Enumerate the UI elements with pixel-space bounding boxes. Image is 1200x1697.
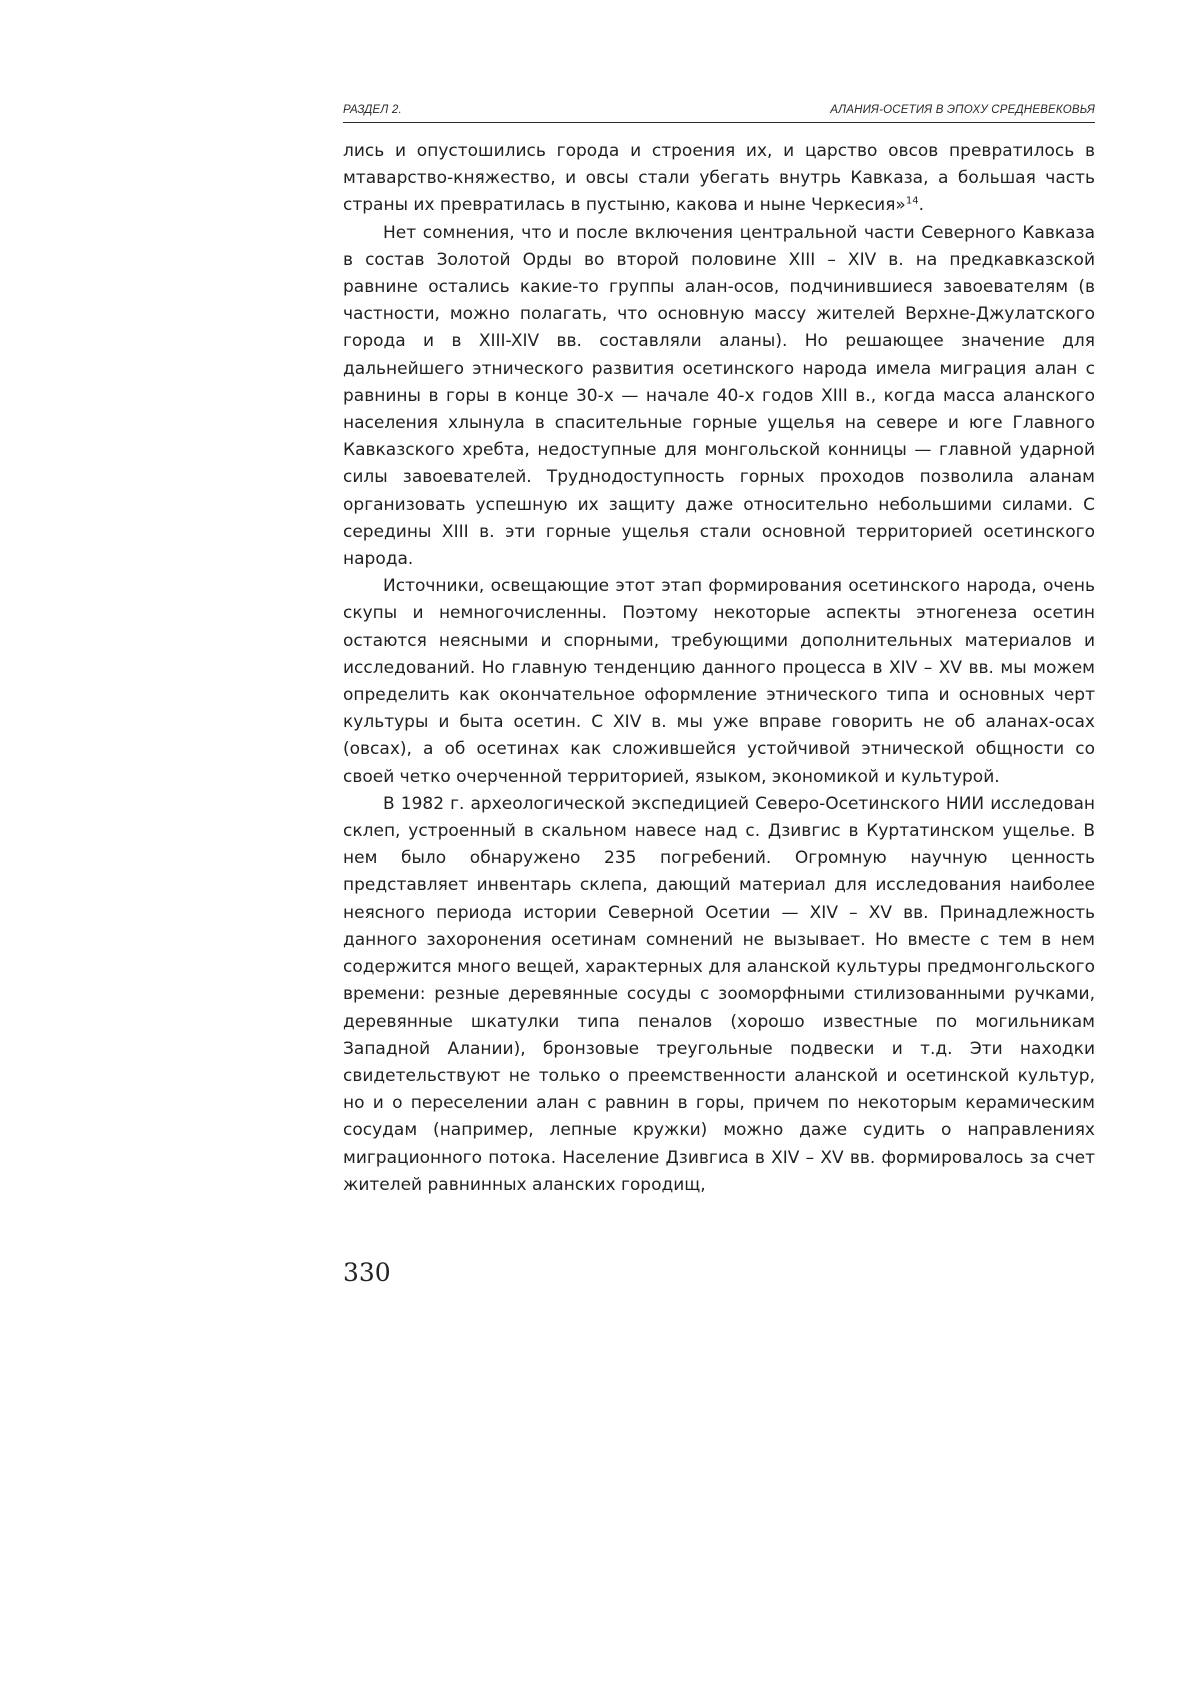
footnote-reference: 14 (906, 196, 919, 207)
book-page (0, 0, 1200, 1697)
body-text (343, 138, 1095, 1199)
chapter-title: АЛАНИЯ-ОСЕТИЯ В ЭПОХУ СРЕДНЕВЕКОВЬЯ (830, 104, 1095, 116)
paragraph: Нет сомнения, что и после включения центральной части Северного Кавказа в состав Золотой Орды во второй половине XIII – XIV в. на предкавказской равнине остались какие-то группы алан-осов, подчинившиеся завоевателям (в частности, можно полагать, что основную массу жителей Верхне-Джулатского города и в XIII-XIV вв. составляли аланы). Но решающее значение для дальнейшего этнического развития осетинского народа имела миграция алан с равнины в горы в конце 30-х — начале 40-х годов XIII в., когда масса аланского населения хлынула в спасительные горные ущелья на севере и юге Главного Кавказского хребта, недоступные для монгольской конницы — главной ударной силы завоевателей. Труднодоступность горных проходов позволила аланам организовать успешную их защиту даже относительно небольшими силами. С середины XIII в. эти горные ущелья стали основной территорией осетинского народа. (343, 220, 1095, 574)
paragraph-text: лись и опустошились города и строения их, и царство овсов превратилось в мтаварство-княжество, и овсы стали убегать внутрь Кавказа, а большая часть страны их превратилась в пустыню, какова и ныне Черкесия» (343, 141, 1095, 215)
page-number: 330 (343, 1258, 391, 1287)
paragraph: Источники, освещающие этот этап формирования осетинского народа, очень скупы и немногочисленны. Поэтому некоторые аспекты этногенеза осетин остаются неясными и спорными, требующими дополнительных материалов и исследований. Но главную тенденцию данного процесса в XIV – XV вв. мы можем определить как окончательное оформление этнического типа и основных черт культуры и быта осетин. С XIV в. мы уже вправе говорить не об аланах-осах (овсах), а об осетинах как сложившейся устойчивой этнической общности со своей четко очерченной территорией, языком, экономикой и культурой. (343, 573, 1095, 791)
running-header (343, 104, 1095, 123)
paragraph-tail: . (919, 195, 924, 215)
section-label: РАЗДЕЛ 2. (343, 104, 402, 116)
paragraph-continuation (343, 138, 1095, 220)
paragraph: В 1982 г. археологической экспедицией Северо-Осетинского НИИ исследован склеп, устроенный в скальном навесе над с. Дзивгис в Куртатинском ущелье. В нем было обнаружено 235 погребений. Огромную научную ценность представляет инвентарь склепа, дающий материал для исследования наиболее неясного периода истории Северной Осетии — XIV – XV вв. Принадлежность данного захоронения осетинам сомнений не вызывает. Но вместе с тем в нем содержится много вещей, характерных для аланской культуры предмонгольского времени: резные деревянные сосуды с зооморфными стилизованными ручками, деревянные шкатулки типа пеналов (хорошо известные по могильникам Западной Алании), бронзовые треугольные подвески и т.д. Эти находки свидетельствуют не только о преемственности аланской и осетинской культур, но и о переселении алан с равнин в горы, причем по некоторым керамическим сосудам (например, лепные кружки) можно даже судить о направлениях миграционного потока. Население Дзивгиса в XIV – XV вв. формировалось за счет жителей равнинных аланских городищ, (343, 791, 1095, 1199)
